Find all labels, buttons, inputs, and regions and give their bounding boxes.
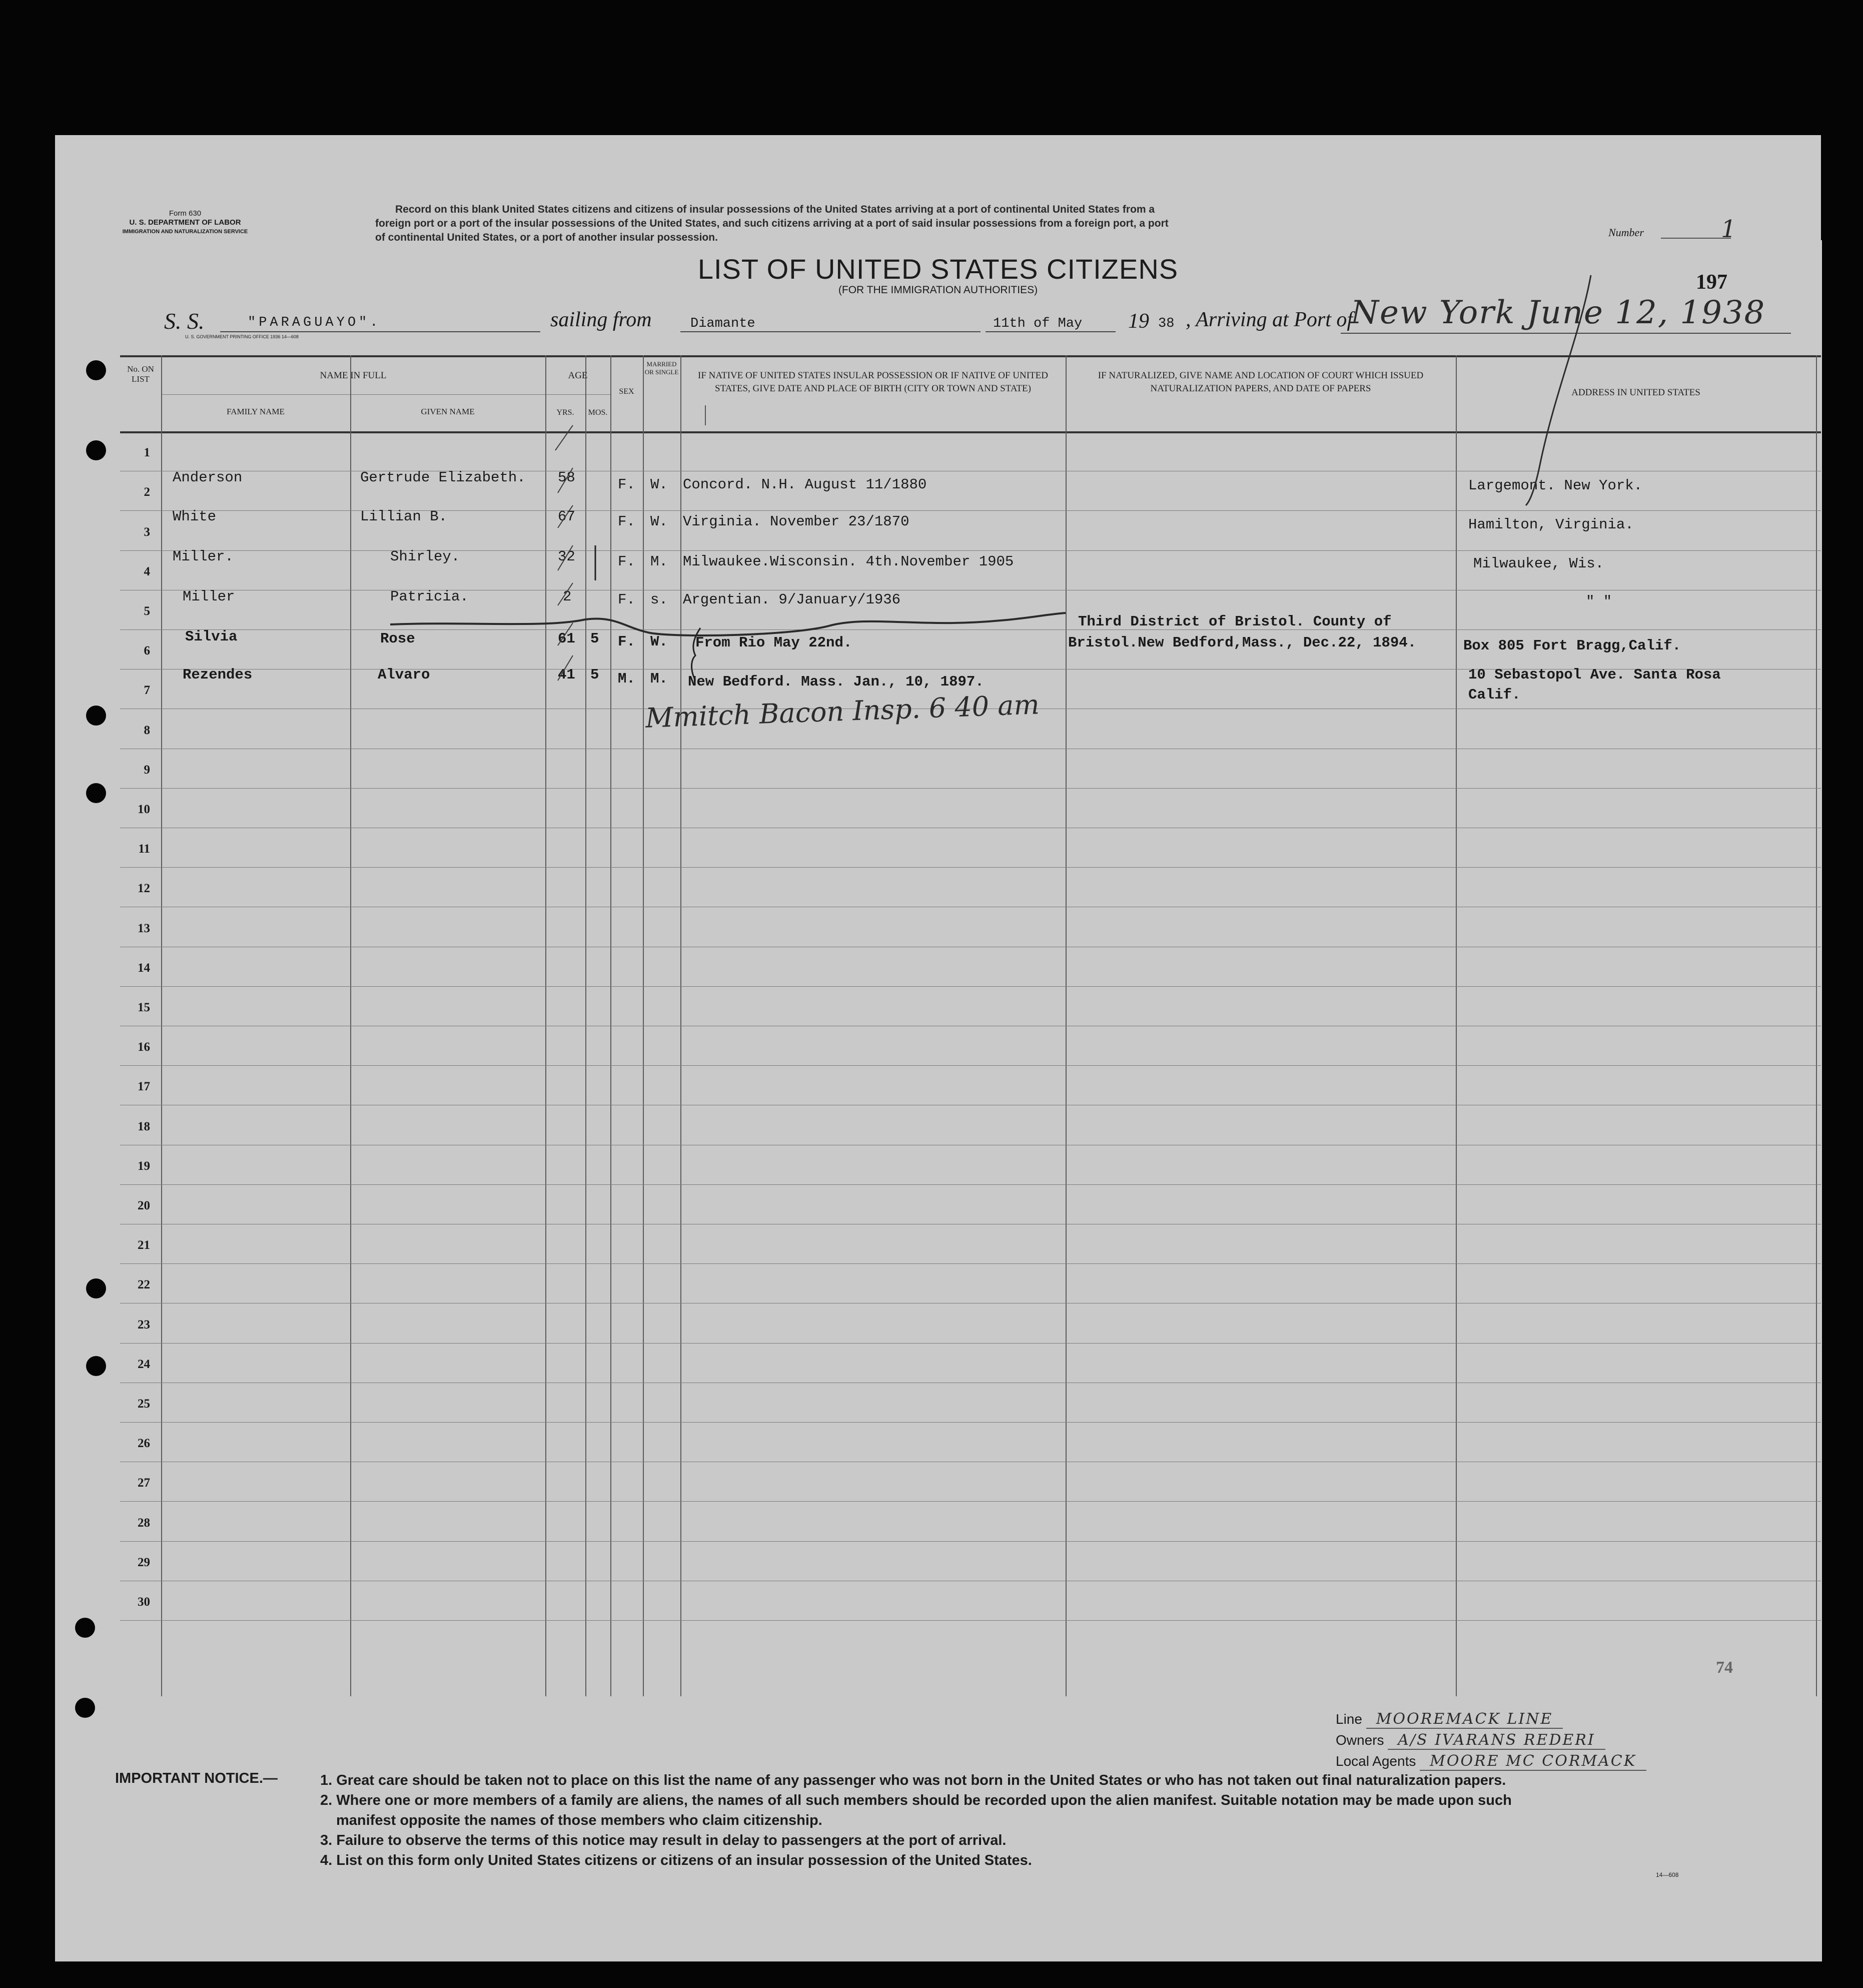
department: U. S. DEPARTMENT OF LABOR	[129, 218, 241, 227]
row-number: 10	[138, 803, 150, 816]
row2-family: White	[173, 508, 217, 525]
port-from-underline	[680, 331, 981, 332]
row-number: 17	[138, 1080, 150, 1094]
row-number: 19	[138, 1159, 150, 1173]
row5-married: W.	[650, 633, 668, 650]
sailing-date: 11th of May	[993, 316, 1083, 331]
row2-married: W.	[650, 513, 668, 530]
row2-birth: Virginia. November 23/1870	[683, 513, 909, 530]
notice-item-4: 4. List on this form only United States citizens or citizens of an insular possession of the United States.	[320, 1852, 1032, 1868]
row5-naturalized-line2: Bristol.New Bedford,Mass., Dec.22, 1894.	[1068, 634, 1417, 651]
header-family-name: FAMILY NAME	[227, 407, 285, 416]
row6-married: M.	[650, 671, 668, 687]
header-mos: MOS.	[588, 408, 608, 417]
row-number: 30	[138, 1595, 150, 1609]
row1-yrs: 58	[558, 469, 575, 486]
date-underline	[986, 331, 1116, 332]
row5-naturalized: Third District of Bristol. County of	[1078, 613, 1392, 630]
row5-mos: 5	[590, 630, 599, 647]
owners-label: Owners	[1336, 1732, 1384, 1748]
page-subtitle: (FOR THE IMMIGRATION AUTHORITIES)	[838, 284, 1038, 296]
row6-birth: New Bedford. Mass. Jan., 10, 1897.	[688, 674, 984, 690]
row3-birth: Milwaukee.Wisconsin. 4th.November 1905	[683, 553, 1014, 570]
row6-given: Alvaro	[378, 667, 430, 683]
line-value: MOOREMACK LINE	[1366, 1710, 1563, 1729]
binder-hole	[86, 1278, 106, 1298]
row-number: 26	[138, 1437, 150, 1451]
row3-married: M.	[650, 553, 668, 570]
row5-address: Box 805 Fort Bragg,Calif.	[1463, 637, 1681, 654]
row3-yrs: 32	[558, 548, 575, 565]
binder-hole	[75, 1698, 95, 1718]
binder-hole	[86, 440, 106, 460]
sailing-label: sailing from	[550, 308, 652, 331]
notice-item-2a: 2. Where one or more members of a family are aliens, the names of all such members should be recorded upon the alien manifest. Suitable notation may be made upon such	[320, 1792, 1512, 1808]
inspector-note: Mmitch Bacon Insp. 6 40 am	[645, 689, 1040, 734]
row-rule	[120, 1620, 1821, 1621]
line-info	[1336, 1709, 1646, 1772]
row3-given: Shirley.	[390, 548, 460, 565]
year-prefix: 19	[1128, 310, 1149, 333]
arriving-label: , Arriving at Port of	[1186, 308, 1353, 331]
ship-underline	[220, 331, 540, 332]
notice-item-2b: manifest opposite the names of those members who claim citizenship.	[336, 1812, 822, 1828]
row-rule	[120, 867, 1821, 868]
row-rule	[120, 1065, 1821, 1066]
date-flourish	[1521, 270, 1621, 510]
row-number: 5	[144, 604, 150, 618]
header-sex: SEX	[619, 387, 634, 396]
row-number: 14	[138, 961, 150, 975]
row2-yrs: 67	[558, 508, 575, 525]
row6-family: Rezendes	[183, 667, 253, 683]
row1-given: Gertrude Elizabeth.	[360, 469, 526, 486]
header-address: ADDRESS IN UNITED STATES	[1571, 387, 1700, 398]
row-number: 22	[138, 1278, 150, 1292]
header-no-on-list: No. ON LIST	[127, 364, 154, 384]
manifest-sheet	[55, 135, 1821, 1961]
owners-value: A/S IVARANS REDERI	[1388, 1731, 1605, 1750]
row5-family: Silvia	[185, 628, 238, 645]
stamp-74: 74	[1716, 1658, 1733, 1677]
row-number: 7	[144, 684, 150, 698]
port-from: Diamante	[690, 316, 755, 331]
row-number: 20	[138, 1199, 150, 1212]
number-value: 1	[1721, 215, 1736, 243]
row-number: 6	[144, 644, 150, 658]
binder-hole	[86, 783, 106, 803]
page-number: 197	[1696, 271, 1727, 294]
binder-hole	[86, 1356, 106, 1376]
row-rule	[120, 1263, 1821, 1264]
ship-name: "PARAGUAYO".	[248, 315, 381, 330]
instructions	[375, 203, 1566, 245]
form-number: Form 630	[169, 209, 202, 218]
row-rule	[120, 788, 1821, 789]
header-name-in-full: NAME IN FULL	[320, 370, 387, 381]
row-number: 18	[138, 1119, 150, 1133]
row-number: 15	[138, 1001, 150, 1014]
instruction-line-2: foreign port or a port of the insular possessions of the United States, and such citizens arriving at a port of said insular possessions from a foreign port, a port	[375, 218, 1169, 229]
row-number: 24	[138, 1357, 150, 1371]
row-number: 2	[144, 485, 150, 499]
row2-given: Lillian B.	[360, 508, 448, 525]
passenger-table	[120, 355, 1821, 1696]
page-title: LIST OF UNITED STATES CITIZENS	[697, 253, 1179, 285]
row-rule	[120, 986, 1821, 987]
notice-items	[320, 1770, 1796, 1870]
ss-label: S. S.	[164, 308, 205, 334]
notice-heading: IMPORTANT NOTICE.—	[115, 1770, 278, 1786]
row-number: 4	[144, 564, 150, 578]
header-given-name: GIVEN NAME	[421, 407, 475, 416]
form-id-block	[110, 209, 260, 236]
row4-sex: F.	[618, 591, 635, 608]
row5-sex: F.	[618, 633, 635, 650]
row5-birth: From Rio May 22nd.	[695, 634, 852, 651]
printing-note: U. S. GOVERNMENT PRINTING OFFICE 1936 14—608	[185, 334, 299, 339]
row-number: 13	[138, 921, 150, 935]
row2-address: Hamilton, Virginia.	[1468, 516, 1634, 533]
notice-item-3: 3. Failure to observe the terms of this notice may result in delay to passengers at the port of arrival.	[320, 1832, 1007, 1848]
number-underline	[1661, 238, 1731, 239]
row4-birth: Argentian. 9/January/1936	[683, 591, 901, 608]
row6-sex: M.	[618, 671, 635, 687]
agents-value: MOORE MC CORMACK	[1420, 1752, 1646, 1771]
row1-sex: F.	[618, 476, 635, 493]
row-rule	[120, 1343, 1821, 1344]
row3-family: Miller.	[173, 548, 234, 565]
header-yrs: YRS.	[556, 408, 574, 417]
row-number: 1	[144, 446, 150, 460]
arrival-port: New York June 12, 1938	[1351, 294, 1766, 331]
row6-mos: 5	[590, 667, 599, 683]
row3-sex: F.	[618, 553, 635, 570]
instruction-line-3: of continental United States, or a port of another insular possession.	[375, 232, 718, 243]
notice-item-1: 1. Great care should be taken not to place on this list the name of any passenger who was not born in the United States or who has not taken out final naturalization papers.	[320, 1772, 1506, 1788]
row-number: 8	[144, 723, 150, 737]
header-married: MARRIED OR SINGLE	[644, 360, 679, 376]
binder-hole	[86, 706, 106, 726]
row-rule	[120, 1422, 1821, 1423]
row-number: 21	[138, 1238, 150, 1252]
row3-address: Milwaukee, Wis.	[1473, 555, 1604, 572]
row6-address: 10 Sebastopol Ave. Santa Rosa	[1468, 667, 1721, 683]
row4-married: s.	[650, 591, 668, 608]
row2-sex: F.	[618, 513, 635, 530]
row1-address: Largemont. New York.	[1468, 477, 1643, 494]
row-number: 25	[138, 1397, 150, 1411]
number-label: Number	[1608, 226, 1644, 239]
year-suffix: 38	[1158, 316, 1175, 331]
header-age: AGE	[568, 370, 588, 381]
header-naturalized: IF NATURALIZED, GIVE NAME AND LOCATION OF COURT WHICH ISSUED NATURALIZATION PAPERS, AND DATE OF PAPERS	[1098, 370, 1424, 394]
row1-married: W.	[650, 476, 668, 493]
footer-code: 14—608	[1656, 1871, 1679, 1878]
row6-address-line2: Calif.	[1468, 687, 1521, 703]
row4-given: Patricia.	[390, 588, 469, 605]
row5-given: Rose	[380, 630, 415, 647]
row-number: 9	[144, 763, 150, 777]
row-number: 16	[138, 1040, 150, 1054]
binder-hole	[86, 360, 106, 380]
row1-family: Anderson	[173, 469, 243, 486]
row-number: 23	[138, 1317, 150, 1332]
row-number: 11	[138, 842, 150, 856]
row-number: 12	[138, 882, 150, 896]
binder-hole	[75, 1618, 95, 1638]
row4-family: Miller	[183, 588, 235, 605]
header-native: IF NATIVE OF UNITED STATES INSULAR POSSESSION OR IF NATIVE OF UNITED STATES, GIVE DATE AND PLACE OF BIRTH (CITY OR TOWN AND STATE)	[698, 370, 1048, 394]
line-label: Line	[1336, 1711, 1362, 1727]
row-number: 3	[144, 525, 150, 539]
row-rule	[120, 1541, 1821, 1542]
row4-address: " "	[1586, 593, 1612, 610]
row1-birth: Concord. N.H. August 11/1880	[683, 476, 927, 493]
row5-yrs: 61	[558, 630, 575, 647]
row-number: 28	[138, 1516, 150, 1530]
row-number: 27	[138, 1476, 150, 1490]
agents-label: Local Agents	[1336, 1753, 1416, 1769]
row6-yrs: 41	[558, 667, 575, 683]
row-rule	[120, 1184, 1821, 1185]
service: IMMIGRATION AND NATURALIZATION SERVICE	[122, 229, 248, 235]
row-rule	[120, 1501, 1821, 1502]
instruction-line-1: Record on this blank United States citizens and citizens of insular possessions of the United States arriving at a port of continental United States from a	[395, 204, 1155, 215]
row4-yrs: 2	[563, 588, 572, 605]
row-number: 29	[138, 1555, 150, 1569]
